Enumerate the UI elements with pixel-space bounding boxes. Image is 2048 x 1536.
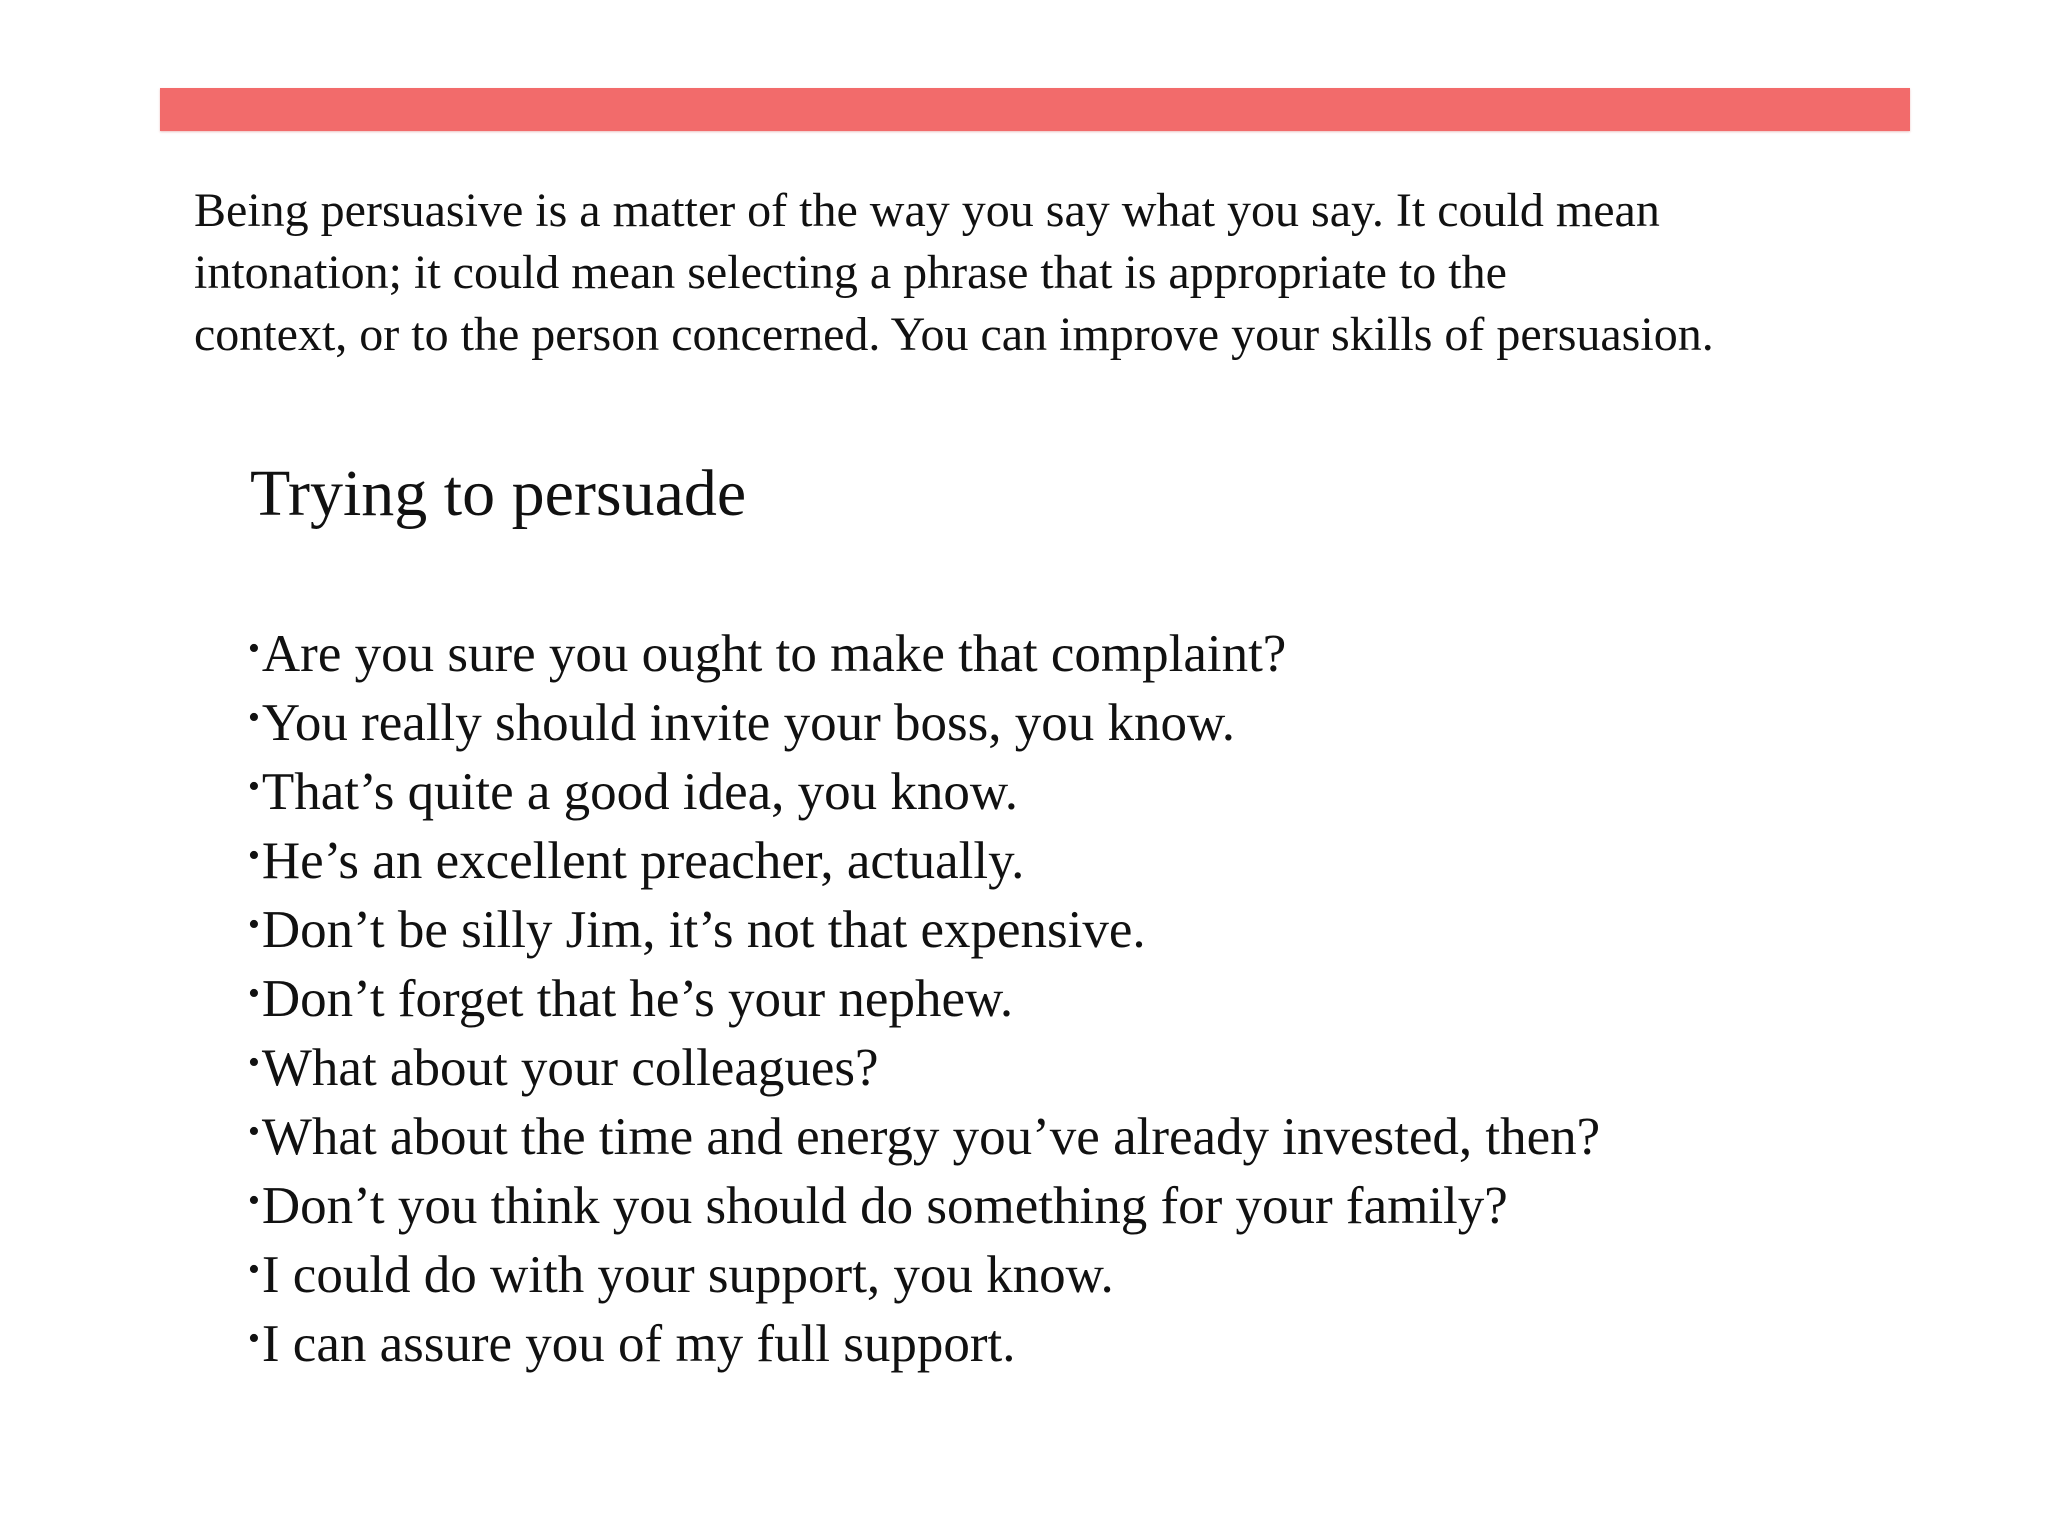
bullet-icon: • — [248, 1251, 260, 1288]
bullet-icon: • — [248, 837, 260, 874]
list-item — [248, 965, 1600, 1034]
bullet-icon: • — [248, 699, 260, 736]
intro-line: intonation; it could mean selecting a phrase that is appropriate to the — [194, 246, 1507, 299]
intro-line: Being persuasive is a matter of the way you say what you say. It could mean — [194, 184, 1660, 237]
phrase-text: Don’t be silly Jim, it’s not that expensive. — [261, 901, 1146, 959]
accent-bar — [160, 88, 1910, 131]
intro-paragraph — [194, 180, 1894, 366]
list-item — [248, 689, 1600, 758]
bullet-icon: • — [248, 1113, 260, 1150]
phrase-text: That’s quite a good idea, you know. — [261, 763, 1018, 821]
phrase-text: What about your colleagues? — [261, 1039, 879, 1097]
bullet-icon: • — [248, 768, 260, 805]
bullet-icon: • — [248, 1044, 260, 1081]
bullet-icon: • — [248, 630, 260, 667]
phrase-text: Don’t you think you should do something for your family? — [261, 1177, 1508, 1235]
phrase-text: Are you sure you ought to make that complaint? — [261, 625, 1287, 683]
list-item — [248, 827, 1600, 896]
bullet-icon: • — [248, 1320, 260, 1357]
phrase-text: He’s an excellent preacher, actually. — [261, 832, 1025, 890]
phrase-text: I could do with your support, you know. — [261, 1246, 1114, 1304]
bullet-icon: • — [248, 1182, 260, 1219]
intro-line: context, or to the person concerned. You can improve your skills of persuasion. — [194, 308, 1714, 361]
phrase-text: What about the time and energy you’ve already invested, then? — [261, 1108, 1601, 1166]
list-item — [248, 896, 1600, 965]
phrase-text: Don’t forget that he’s your nephew. — [261, 970, 1014, 1028]
list-item — [248, 758, 1600, 827]
phrase-text: You really should invite your boss, you know. — [261, 694, 1236, 752]
phrase-list — [248, 620, 1600, 1379]
list-item — [248, 1310, 1600, 1379]
phrase-text: I can assure you of my full support. — [261, 1315, 1016, 1373]
bullet-icon: • — [248, 975, 260, 1012]
bullet-icon: • — [248, 906, 260, 943]
list-item — [248, 1034, 1600, 1103]
list-item — [248, 1103, 1600, 1172]
section-heading: Trying to persuade — [250, 457, 747, 530]
list-item — [248, 620, 1600, 689]
list-item — [248, 1241, 1600, 1310]
list-item — [248, 1172, 1600, 1241]
